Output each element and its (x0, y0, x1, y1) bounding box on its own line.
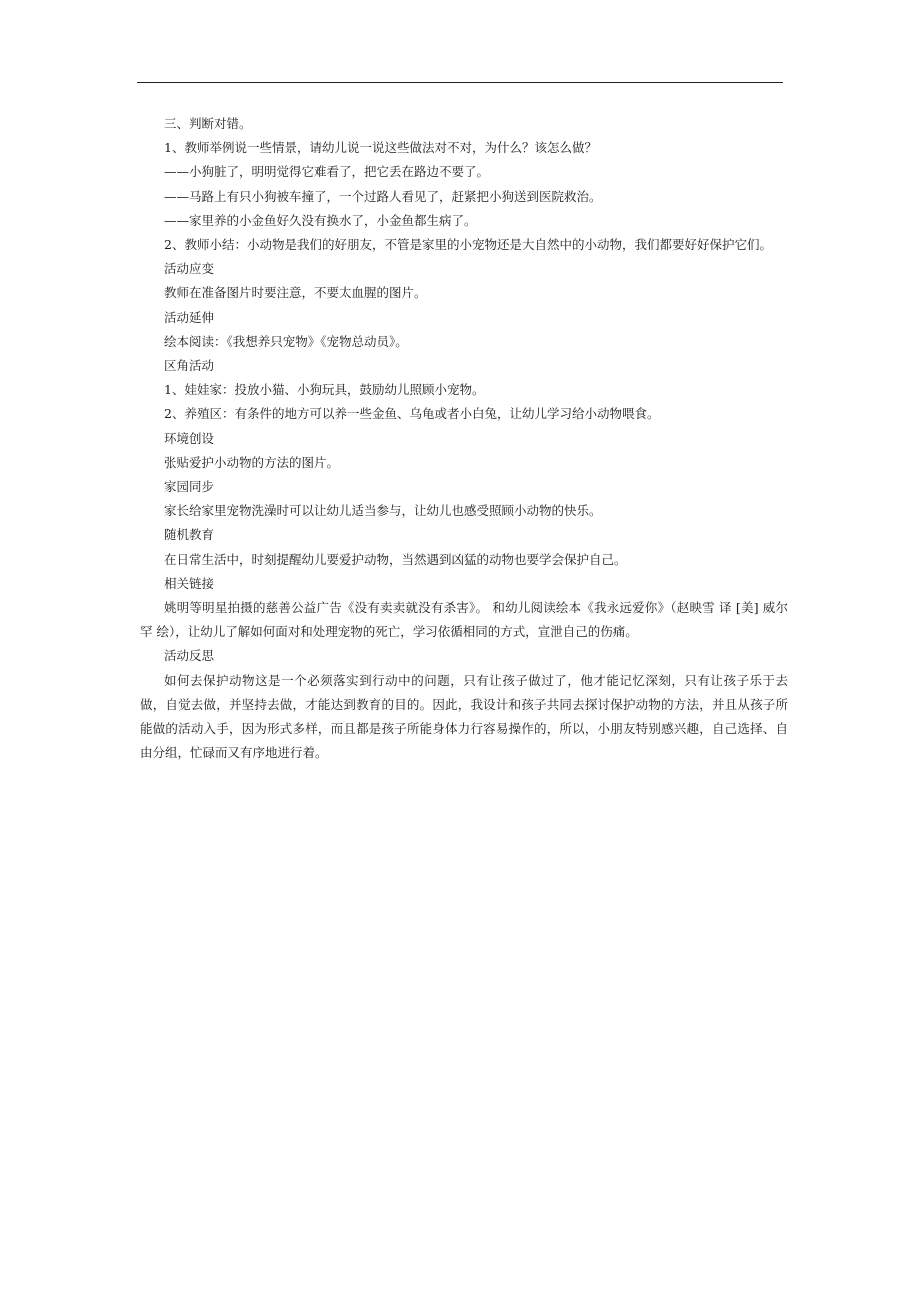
text-line: 三、判断对错。 (164, 116, 252, 131)
text-line: 1、娃娃家：投放小猫、小狗玩具，鼓励幼儿照顾小宠物。 (164, 382, 485, 398)
header-rule (137, 82, 783, 83)
text-line: 1、教师举例说一些情景，请幼儿说一说这些做法对不对，为什么？该怎么做？ (164, 140, 597, 156)
reflection-heading: 活动反思 (164, 648, 215, 664)
text-line: 活动延伸 (164, 309, 215, 325)
text-line: 绘本阅读：《我想养只宠物》《宠物总动员》。 (164, 333, 408, 349)
related-link-paragraph: 姚明等明星拍摄的慈善公益广告《没有卖卖就没有杀害》。 和幼儿阅读绘本《我永远爱你》（赵映雪 译 [美] 威尔罕 绘），让幼儿了解如何面对和处理宠物的死亡，学习依循相同的方式，宣泄自己的伤痛。 (140, 600, 788, 640)
text-line: 教师在准备图片时要注意，不要太血腥的图片。 (164, 285, 427, 301)
reflection-paragraph: 如何去保护动物这是一个必须落实到行动中的问题，只有让孩子做过了，他才能记忆深刻，只有让孩子乐于去做，自觉去做，并坚持去做，才能达到教育的目的。因此，我设计和孩子共同去探讨保护动物的方法，并且从孩子所能做的活动入手，因为形式多样，而且都是孩子所能身体力行容易操作的，所以，小朋友特别感兴趣，自己选择、自由分组，忙碌而又有序地进行着。 (140, 672, 788, 761)
text-line: 区角活动 (164, 358, 215, 374)
text-line: 环境创设 (164, 430, 215, 446)
text-line: 张贴爱护小动物的方法的图片。 (164, 454, 340, 470)
document-body (140, 112, 788, 765)
text-line: ——家里养的小金鱼好久没有换水了，小金鱼都生病了。 (164, 212, 477, 228)
text-line: 家长给家里宠物洗澡时可以让幼儿适当参与，让幼儿也感受照顾小动物的快乐。 (164, 503, 602, 519)
text-line: 随机教育 (164, 527, 215, 543)
text-line: 家园同步 (164, 479, 215, 495)
text-line: 2、养殖区：有条件的地方可以养一些金鱼、乌龟或者小白兔，让幼儿学习给小动物喂食。 (164, 406, 660, 422)
text-line: 相关链接 (164, 575, 215, 591)
text-line: 在日常生活中，时刻提醒幼儿要爱护动物，当然遇到凶猛的动物也要学会保护自己。 (164, 551, 627, 567)
line-list (140, 112, 788, 596)
text-line: 活动应变 (164, 261, 215, 277)
text-line: 2、教师小结：小动物是我们的好朋友，不管是家里的小宠物还是大自然中的小动物，我们都要好好保护它们。 (164, 237, 772, 253)
text-line: ——马路上有只小狗被车撞了，一个过路人看见了，赶紧把小狗送到医院救治。 (164, 188, 602, 204)
text-line: ——小狗脏了，明明觉得它难看了，把它丢在路边不要了。 (164, 164, 490, 180)
